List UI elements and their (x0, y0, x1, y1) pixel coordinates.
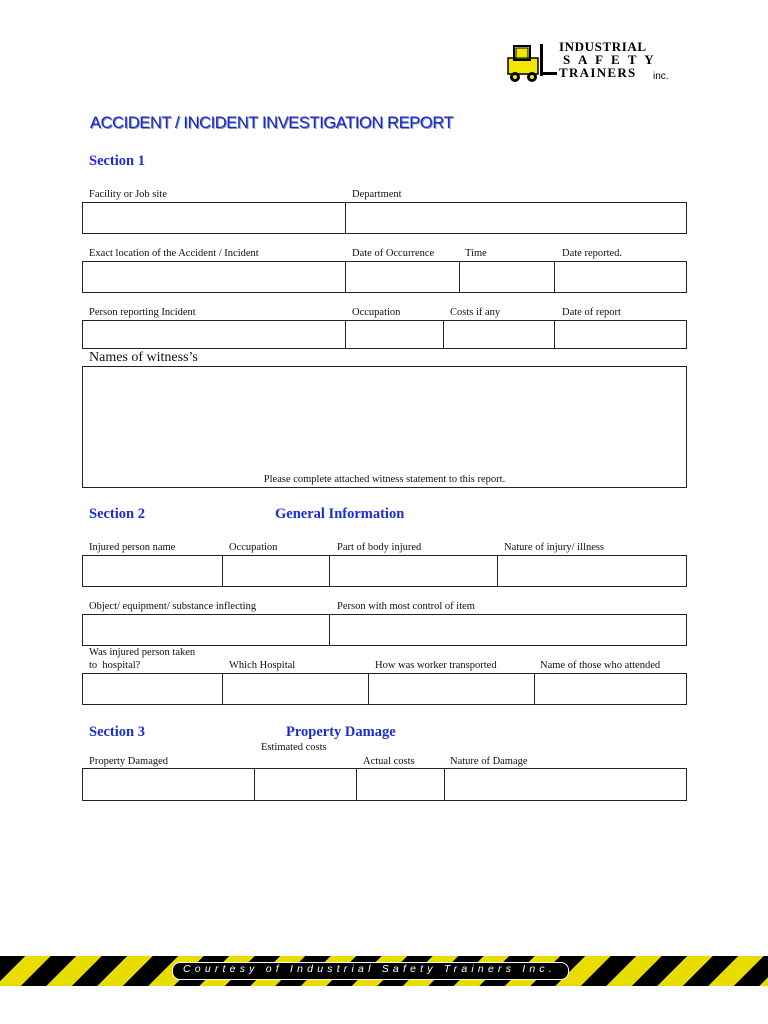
body-part-label: Part of body injured (337, 542, 422, 553)
date-reported-label: Date reported. (562, 248, 623, 259)
which-hospital-field[interactable] (222, 674, 369, 704)
section2-subheading: General Information (275, 506, 405, 522)
injured-occupation-label: Occupation (229, 542, 278, 553)
facility-field[interactable] (83, 203, 345, 233)
property-damaged-field[interactable] (83, 769, 254, 800)
witness-heading: Names of witness’s (89, 350, 198, 365)
transport-field[interactable] (368, 674, 535, 704)
body-part-field[interactable] (329, 556, 498, 586)
occupation-label: Occupation (352, 307, 401, 318)
department-field[interactable] (345, 203, 686, 233)
actual-costs-field[interactable] (356, 769, 445, 800)
estimated-costs-field[interactable] (254, 769, 357, 800)
row-location-dates (82, 261, 687, 293)
attended-field[interactable] (534, 674, 686, 704)
actual-costs-label: Actual costs (363, 756, 415, 767)
person-reporting-label: Person reporting Incident (89, 307, 196, 318)
logo-line-safety: S A F E T Y (563, 52, 657, 67)
department-label: Department (352, 189, 402, 200)
exact-location-field[interactable] (83, 262, 345, 292)
logo-line-trainers: TRAINERS (559, 65, 637, 80)
person-reporting-field[interactable] (83, 321, 345, 348)
transport-label: How was worker transported (375, 660, 497, 671)
which-hospital-label: Which Hospital (229, 660, 296, 671)
logo-inc: inc. (653, 71, 669, 82)
exact-location-label: Exact location of the Accident / Incident (89, 248, 259, 259)
witness-field[interactable] (82, 366, 687, 488)
control-label: Person with most control of item (337, 601, 475, 612)
forklift-icon (506, 42, 558, 84)
estimated-costs-label: Estimated costs (261, 742, 327, 753)
section2-heading: Section 2 (89, 506, 145, 522)
date-of-report-field[interactable] (554, 321, 686, 348)
date-occurrence-label: Date of Occurrence (352, 248, 435, 259)
section3-subheading: Property Damage (286, 724, 396, 740)
hospital-taken-field[interactable] (83, 674, 222, 704)
row-reporting (82, 320, 687, 349)
footer-courtesy-text: Courtesy of Industrial Safety Trainers Inc. (183, 963, 556, 975)
control-field[interactable] (329, 615, 686, 645)
page-title: ACCIDENT / INCIDENT INVESTIGATION REPORT (90, 114, 454, 132)
time-label: Time (465, 248, 487, 259)
section1-heading: Section 1 (89, 153, 145, 169)
injured-name-label: Injured person name (89, 542, 176, 553)
row-object (82, 614, 687, 646)
costs-label: Costs if any (450, 307, 501, 318)
nature-injury-label: Nature of injury/ illness (504, 542, 605, 553)
object-label: Object/ equipment/ substance inflecting (89, 601, 257, 612)
section3-heading: Section 3 (89, 724, 145, 740)
date-occurrence-field[interactable] (345, 262, 460, 292)
row-property (82, 768, 687, 801)
date-reported-field[interactable] (554, 262, 686, 292)
hospital-question-line1: Was injured person taken (89, 647, 196, 658)
row-facility-department (82, 202, 687, 234)
facility-label: Facility or Job site (89, 189, 167, 200)
property-damaged-label: Property Damaged (89, 756, 169, 767)
injured-occupation-field[interactable] (222, 556, 330, 586)
costs-field[interactable] (443, 321, 555, 348)
witness-note: Please complete attached witness statement to this report. (263, 474, 506, 485)
hospital-question-line2: to hospital? (89, 660, 141, 671)
date-of-report-label: Date of report (562, 307, 621, 318)
logo-line-industrial: INDUSTRIAL (559, 39, 647, 54)
company-logo (506, 40, 676, 86)
occupation-field[interactable] (345, 321, 444, 348)
nature-damage-field[interactable] (444, 769, 686, 800)
nature-damage-label: Nature of Damage (450, 756, 528, 767)
attended-label: Name of those who attended (540, 660, 661, 671)
row-injured (82, 555, 687, 587)
injured-name-field[interactable] (83, 556, 222, 586)
nature-injury-field[interactable] (497, 556, 686, 586)
object-field[interactable] (83, 615, 329, 645)
row-hospital (82, 673, 687, 705)
time-field[interactable] (459, 262, 555, 292)
